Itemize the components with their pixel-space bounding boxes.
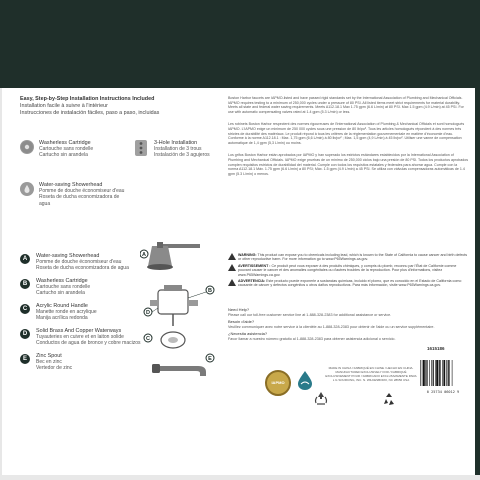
round-handle-icon bbox=[161, 332, 185, 348]
warning-text-es: Este producto puede exponerle a sustancias químicas, incluido el plomo, que es conocido en el Estado de California como causante de cáncer y defectos congénitos u otros daños reproductivos. Para más información, visite www.P65Warnings.ca.gov. bbox=[238, 279, 462, 288]
warning-fr bbox=[228, 264, 468, 277]
water-drop-icon bbox=[20, 182, 34, 196]
right-band bbox=[475, 0, 480, 480]
washer-icon bbox=[20, 140, 34, 154]
part-fr: Manette ronde en acrylique bbox=[36, 309, 97, 316]
description-es: Los grifos Boston Harbor están aprobados por IAPMO y han superado los estrictos estándares establecidos por la International Association of Plumbing and Mechanical Officials. IAPMO exige pruebas de un mínimo de 250,000 ciclos bajo una presión de 80 PSI. Todos los productos aprobados cumplen requisitos estrictos de durabilidad del material. Cumple con todos los requisitos estatales y federales para ahorrar agua. Cumple con la norma A112.18.1 Máx. 1.75 gpm (6.6 L/min) a 80 PSI; Máx. 1.5 gpm (4.9 L/min) a 45 PSI. Se utiliza con válvulas compensadoras automáticas de 1.4 gpm (5.3 L/min) o menos. bbox=[228, 153, 468, 176]
warning-label-en: WARNING: bbox=[238, 253, 257, 257]
part-fr: Cartouche sans rondelle bbox=[36, 284, 91, 291]
warning-triangle-icon bbox=[228, 264, 236, 271]
feature-fr: Cartouche sans rondelle bbox=[39, 146, 94, 153]
certification-seal bbox=[265, 370, 291, 396]
sku-number: 1615186 bbox=[427, 346, 445, 351]
prop65-warning bbox=[228, 253, 468, 290]
warning-triangle-icon bbox=[228, 253, 236, 260]
part-letter-badge: E bbox=[20, 354, 30, 364]
customer-help bbox=[228, 308, 468, 342]
water-drop-logo-icon bbox=[296, 370, 314, 390]
warning-en bbox=[228, 253, 468, 262]
help-text-es: Favor llamar a nuestro número gratuito al 1-888-328-2383 para obtener asistencia adicional o servicio. bbox=[228, 336, 396, 341]
help-heading-es: ¿Necesita asistencia? bbox=[228, 331, 268, 337]
help-text-fr: Veuillez communiquer avec notre service à la clientèle au 1-888-328-2383 pour obtenir de l'aide ou un service supplémentaire. bbox=[228, 324, 435, 329]
part-es: Roseta de ducha economizadora de agua bbox=[36, 265, 129, 272]
warning-triangle-icon bbox=[228, 279, 236, 286]
left-column bbox=[20, 96, 225, 117]
part-title: Washerless Cartridge bbox=[36, 278, 88, 284]
part-letter-badge: D bbox=[20, 329, 30, 339]
diagram-label-b: B bbox=[208, 288, 212, 294]
part-es: Conductos de agua de bronce y cobre macizos bbox=[36, 340, 141, 347]
part-letter-badge: A bbox=[20, 254, 30, 264]
feature-es: Roseta de ducha economizadora de agua bbox=[39, 194, 120, 207]
part-title: Solid Brass And Copper Waterways bbox=[36, 328, 122, 334]
spout-icon bbox=[152, 364, 206, 376]
warning-label-es: ADVERTENCIA: bbox=[238, 279, 266, 284]
top-band bbox=[0, 0, 480, 88]
barcode-number: 0 25734 06012 9 bbox=[426, 390, 460, 394]
three-hole-faucet-icon bbox=[135, 140, 147, 156]
barcode bbox=[418, 360, 468, 394]
feature-es: Instalación de 3 agujeros bbox=[154, 152, 210, 159]
part-title: Zinc Spout bbox=[36, 353, 62, 359]
warning-text-fr: Ce produit peut vous exposer à des produits chimiques, y compris du plomb, reconnu par l'État de Californie comme pouvant causer le cancer et des anomalies congénitales ou d'autres troubles de la reproduction. Pour plus d'informations, visitez www.P65Warnings.ca.gov. bbox=[238, 263, 457, 277]
bottom-edge bbox=[0, 475, 480, 480]
help-heading-en: Need Help? bbox=[228, 307, 250, 312]
diagram-label-c: C bbox=[146, 336, 150, 342]
recycle-arrows-icon bbox=[382, 392, 396, 406]
feature-fr: Installation de 3 trous bbox=[154, 146, 202, 153]
help-heading-fr: Besoin d'aide? bbox=[228, 319, 255, 325]
made-in-text: MADE IN CHINA / FABRIQUÉ EN CHINE / HECHO EN CHINA. MANUFACTURED EXCLUSIVELY FOR / FABRIQUÉ EXCLUSIVEMENT POUR / FABRICADO EXCLUSIVAMENTE PARA L G SOURCING, INC. N. WILKESBORO, NC 28656 USA bbox=[325, 366, 417, 382]
warning-label-fr: AVERTISSEMENT : bbox=[238, 263, 271, 268]
part-es: Vertedor de zinc bbox=[36, 365, 73, 372]
part-fr: Bec en zinc bbox=[36, 359, 62, 366]
part-title: Water-saving Showerhead bbox=[36, 253, 100, 259]
diagram-label-e: E bbox=[208, 356, 212, 362]
left-edge bbox=[0, 88, 2, 480]
feature-title: Water-saving Showerhead bbox=[39, 182, 103, 188]
part-fr: Tuyauteries en cuivre et en laiton solide bbox=[36, 334, 124, 341]
cartridge-icon bbox=[150, 285, 198, 326]
part-letter-badge: C bbox=[20, 304, 30, 314]
part-es: Cartucho sin arandela bbox=[36, 290, 85, 297]
warning-es bbox=[228, 279, 468, 288]
part-es: Manija acrílica redonda bbox=[36, 315, 88, 322]
recycle-icon bbox=[313, 390, 329, 406]
barcode-bars-icon bbox=[418, 360, 468, 388]
faucet-diagram bbox=[140, 240, 220, 420]
header-title-fr: Installation facile à suivre à l'intérieur bbox=[20, 103, 108, 109]
feature-es: Cartucho sin arandela bbox=[39, 152, 88, 159]
part-fr: Pomme de douche économiseur d'eau bbox=[36, 259, 122, 266]
description-fr: Les robinets Boston Harbor respectent des normes rigoureuses de l'International Association of Plumbing & Mechanical Officials et sont homologués IAPMO. L'IAPMO exige un minimum de 250 000 cycles sous une pression de 80 lb/po². Tous les articles homologués répondent à des normes très strictes de durabilité des matériaux. Le produit répond à tous les critères de la réglementation gouvernementale en matière d'économie d'eau. Conforme à la norme A112.18.1 : Max. 1,75 gpm (6,6 L/min) à 80 lb/po² ; Max. 1,5 gpm (4,9 L/min) à 45 lb/po². Utiliser une vanne de compensation automatique de 1,4 gpm (5,3 L/min) ou moins. bbox=[228, 122, 465, 145]
diagram-label-a: A bbox=[142, 252, 146, 258]
diagram-label-d: D bbox=[146, 310, 150, 316]
help-text-en: Please call our toll-free customer service line at 1-888-328-2383 for additional assistance or service. bbox=[228, 312, 392, 317]
feature-title: 3-Hole Installation bbox=[154, 140, 198, 146]
feature-title: Washerless Cartridge bbox=[39, 140, 91, 146]
right-column bbox=[228, 96, 468, 181]
part-letter-badge: B bbox=[20, 279, 30, 289]
warning-text-en: This product can expose you to chemicals including lead, which is known to the State of California to cause cancer and birth defects or other reproductive harm. For more information go to www.P65Warnings.ca.gov. bbox=[238, 253, 468, 262]
cert-seal-text: IAPMO bbox=[271, 380, 285, 385]
header-title-es: Instrucciones de instalación fáciles, paso a paso, incluidas bbox=[20, 110, 160, 116]
header-title-en: Easy, Step-by-Step Installation Instructions Included bbox=[20, 96, 155, 102]
part-title: Acrylic Round Handle bbox=[36, 303, 88, 309]
description-en: Boston Harbor faucets are IAPMO-listed and have passed rigid standards set by the International Association of Plumbing and Mechanical Officials. IAPMO requires testing to a minimum of 250,000 cycles under a pressure of 80 PSI. All listed items meet strict requirements for material durability. Meets all state and federal water saving requirements. Meets A112.18.1 Max 1.75 gpm (6.6 L/min) at 80 PSI. Max 1.5 gpm (4.9 L/min) at 45 PSI. For use with automatic compensating valves rated at 1.4 gpm (5.3 L/min) or less. bbox=[228, 96, 464, 114]
feature-fr: Pomme de douche économiseur d'eau bbox=[39, 188, 125, 195]
